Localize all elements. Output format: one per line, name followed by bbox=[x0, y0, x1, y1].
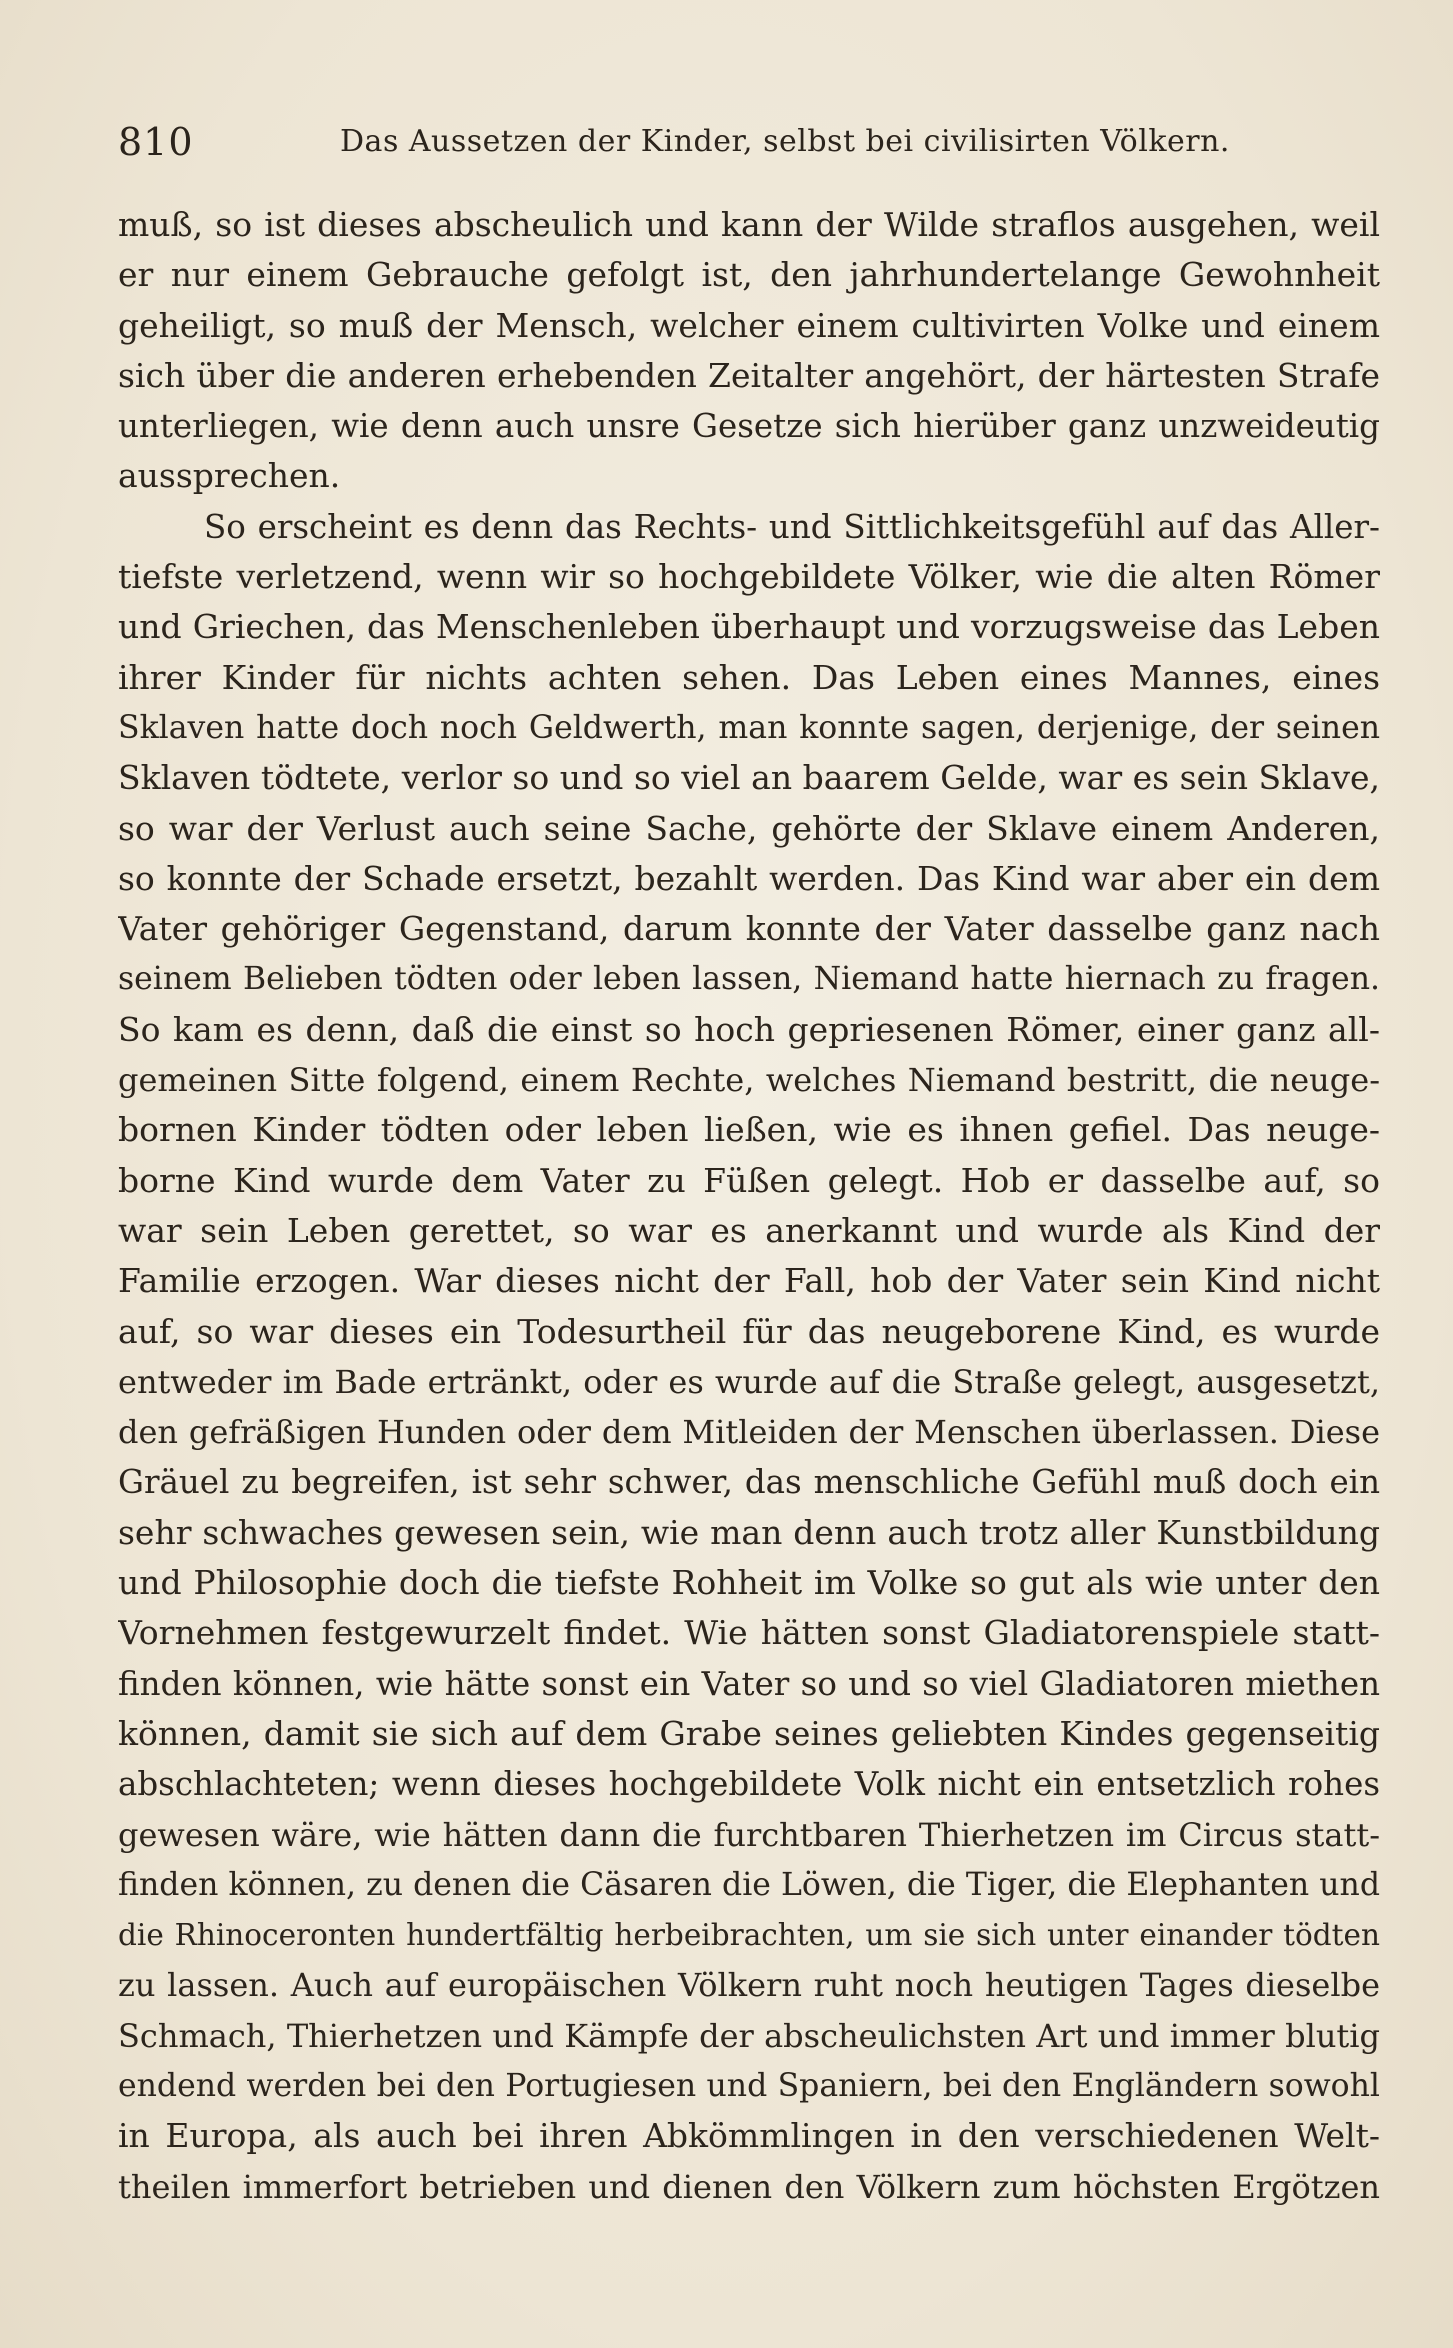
page-header bbox=[118, 120, 1380, 170]
text-line: sehr schwaches gewesen sein, wie man denn auch trotz aller Kunstbildung bbox=[118, 1512, 1380, 1552]
text-line: ihrer Kinder für nichts achten sehen. Das Leben eines Mannes, eines bbox=[118, 657, 1380, 697]
text-line: Vornehmen festgewurzelt findet. Wie hätten sonst Gladiatorenspiele statt- bbox=[118, 1613, 1380, 1653]
page-number: 810 bbox=[118, 120, 194, 164]
text-line: Sklaven tödtete, verlor so und so viel an baarem Gelde, war es sein Sklave, bbox=[118, 758, 1380, 798]
text-line: aussprechen. bbox=[118, 456, 341, 496]
text-line: so war der Verlust auch seine Sache, gehörte der Sklave einem Anderen, bbox=[118, 808, 1380, 848]
text-line: gewesen wäre, wie hätten dann die furchtbaren Thierhetzen im Circus statt- bbox=[118, 1815, 1380, 1854]
text-line: zu lassen. Auch auf europäischen Völkern ruht noch heutigen Tages dieselbe bbox=[118, 1966, 1380, 2005]
text-line: bornen Kinder tödten oder leben ließen, wie es ihnen gefiel. Das neuge- bbox=[118, 1110, 1380, 1150]
text-line: finden können, wie hätte sonst ein Vater so und so viel Gladiatoren miethen bbox=[118, 1664, 1380, 1703]
text-line: gemeinen Sitte folgend, einem Rechte, welches Niemand bestritt, die neuge- bbox=[118, 1061, 1380, 1100]
text-line: finden können, zu denen die Cäsaren die Löwen, die Tiger, die Elephanten und bbox=[118, 1866, 1380, 1903]
text-line: abschlachteten; wenn dieses hochgebildete Volk nicht ein entsetzlich rohes bbox=[118, 1765, 1380, 1804]
running-head: Das Aussetzen der Kinder, selbst bei civilisirten Völkern. bbox=[340, 124, 1230, 159]
text-line: können, damit sie sich auf dem Grabe seines geliebten Kindes gegenseitig bbox=[118, 1713, 1380, 1753]
body-text bbox=[118, 200, 1380, 2212]
text-line: tiefste verletzend, wenn wir so hochgebildete Völker, wie die alten Römer bbox=[118, 557, 1380, 597]
text-line: und Philosophie doch die tiefste Rohheit im Volke so gut als wie unter den bbox=[118, 1563, 1380, 1603]
text-line: auf, so war dieses ein Todesurtheil für das neugeborene Kind, es wurde bbox=[118, 1311, 1380, 1351]
text-line: den gefräßigen Hunden oder dem Mitleiden der Menschen überlassen. Diese bbox=[118, 1413, 1380, 1452]
text-line: Sklaven hatte doch noch Geldwerth, man konnte sagen, derjenige, der seinen bbox=[118, 709, 1380, 746]
text-line: theilen immerfort betrieben und dienen den Völkern zum höchsten Ergötzen bbox=[118, 2167, 1380, 2206]
text-line: Gräuel zu begreifen, ist sehr schwer, das menschliche Gefühl muß doch ein bbox=[118, 1463, 1380, 1502]
text-line: So kam es denn, daß die einst so hoch gepriesenen Römer, einer ganz all- bbox=[118, 1009, 1380, 1049]
text-line: Familie erzogen. War dieses nicht der Fall, hob der Vater sein Kind nicht bbox=[118, 1261, 1380, 1301]
text-line: in Europa, als auch bei ihren Abkömmlingen in den verschiedenen Welt- bbox=[118, 2116, 1380, 2156]
text-line: sich über die anderen erhebenden Zeitalter angehört, der härtesten Strafe bbox=[118, 355, 1380, 395]
text-line: und Griechen, das Menschenleben überhaupt und vorzugsweise das Leben bbox=[118, 607, 1380, 647]
text-line: geheiligt, so muß der Mensch, welcher einem cultivirten Volke und einem bbox=[118, 305, 1380, 345]
text-line: So erscheint es denn das Rechts- und Sittlichkeitsgefühl auf das Aller- bbox=[204, 507, 1380, 546]
text-line: seinem Belieben tödten oder leben lassen, Niemand hatte hiernach zu fragen. bbox=[118, 961, 1380, 998]
text-line: endend werden bei den Portugiesen und Spaniern, bei den Engländern sowohl bbox=[118, 2067, 1380, 2104]
text-line: war sein Leben gerettet, so war es anerkannt und wurde als Kind der bbox=[118, 1210, 1380, 1250]
text-line: muß, so ist dieses abscheulich und kann der Wilde straflos ausgehen, weil bbox=[118, 205, 1380, 244]
text-line: Schmach, Thierhetzen und Kämpfe der abscheulichsten Art und immer blutig bbox=[118, 2016, 1380, 2055]
text-line: so konnte der Schade ersetzt, bezahlt werden. Das Kind war aber ein dem bbox=[118, 858, 1380, 898]
text-line: unterliegen, wie denn auch unsre Gesetze sich hierüber ganz unzweideutig bbox=[118, 407, 1380, 446]
text-line: Vater gehöriger Gegenstand, darum konnte der Vater dasselbe ganz nach bbox=[118, 909, 1380, 949]
text-line: entweder im Bade ertränkt, oder es wurde auf die Straße gelegt, ausgesetzt, bbox=[118, 1362, 1380, 1401]
text-line: die Rhinoceronten hundertfältig herbeibrachten, um sie sich unter einander tödten bbox=[118, 1918, 1380, 1953]
text-line: er nur einem Gebrauche gefolgt ist, den jahrhundertelange Gewohnheit bbox=[118, 255, 1380, 295]
text-line: borne Kind wurde dem Vater zu Füßen gelegt. Hob er dasselbe auf, so bbox=[118, 1160, 1380, 1200]
